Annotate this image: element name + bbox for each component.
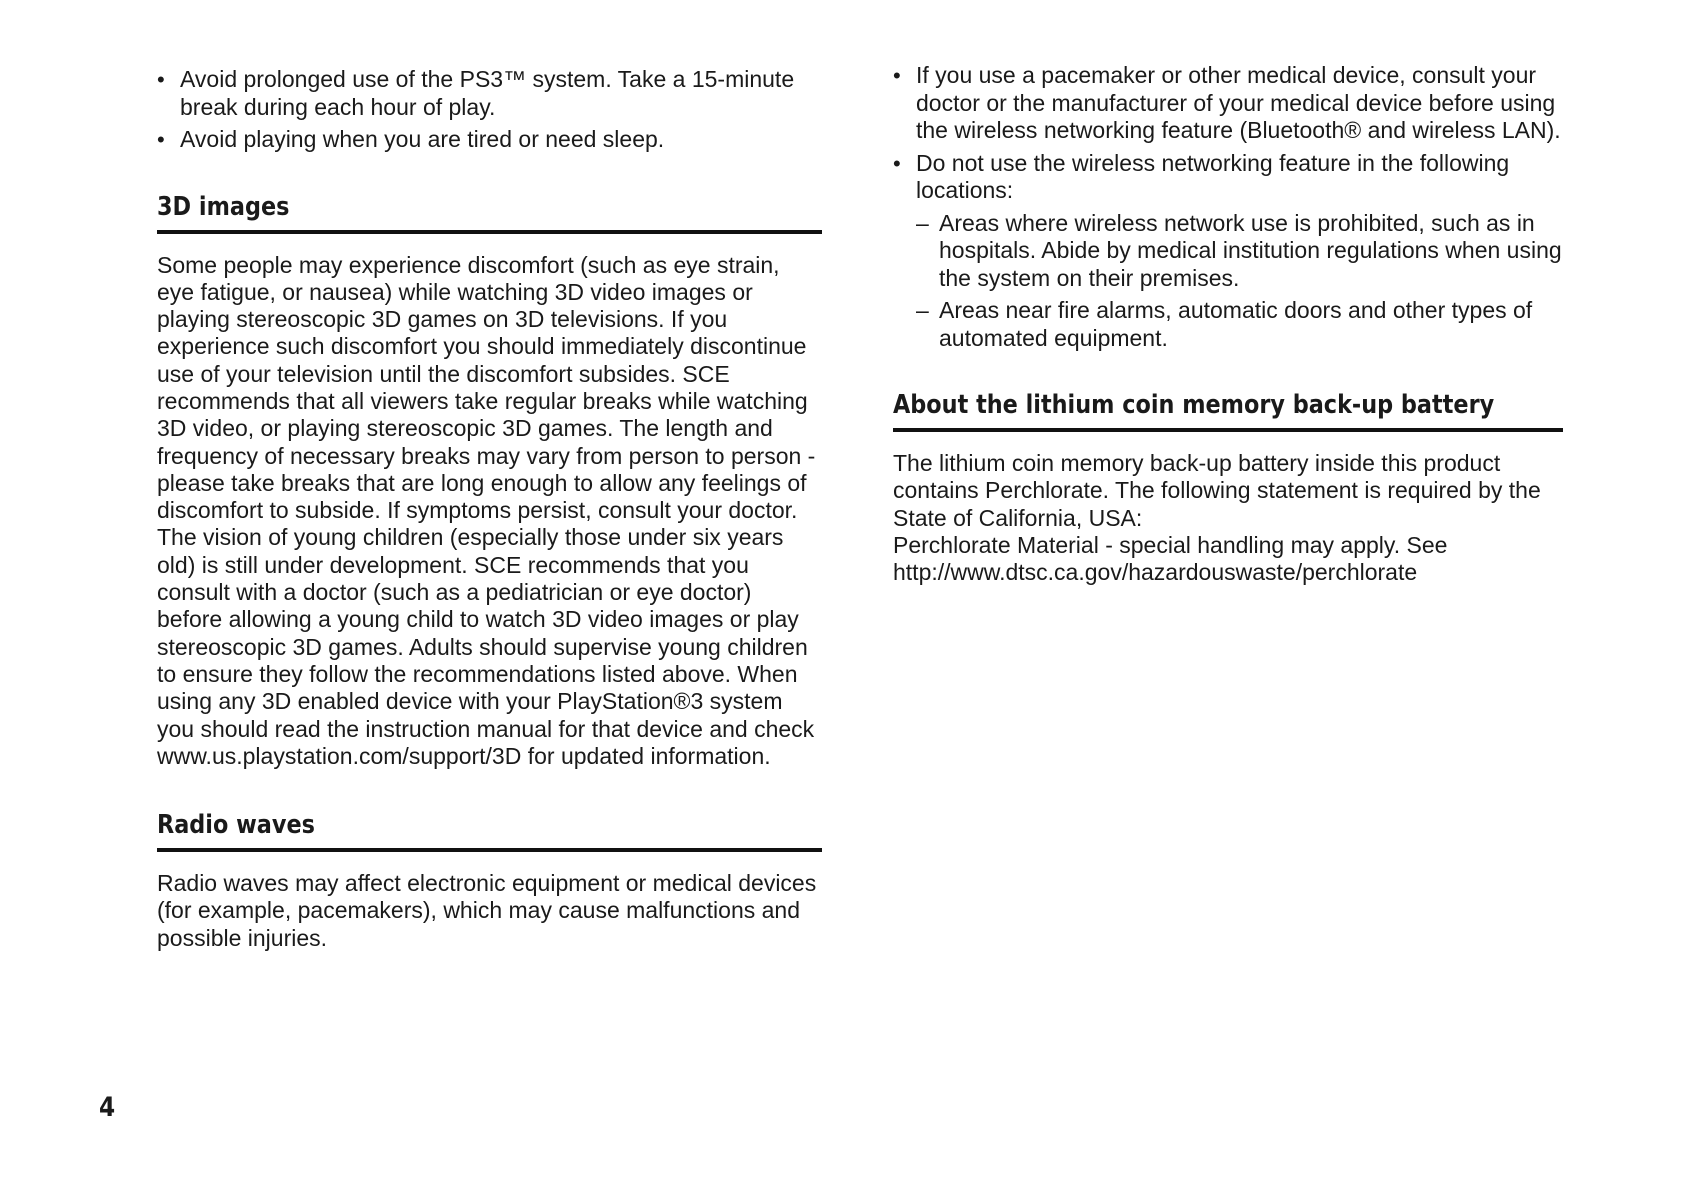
paragraph: The vision of young children (especially those under six years old) is still under development. SCE recommends that you consult with a doctor (such as a pediatrician or eye doctor) before allowing a young child to watch 3D video images or play stereoscopic 3D games. Adults should supervise young children to ensure they follow the recommendations listed above. When using any 3D enabled device with your PlayStation®3 system you should read the instruction manual for that device and check www.us.playstation.com/support/3D for updated information.	[157, 524, 815, 769]
list-item-text: Do not use the wireless networking feature in the following locations:	[916, 149, 1510, 203]
paragraph: Radio waves may affect electronic equipment or medical devices (for example, pacemakers), which may cause malfunctions and possible injuries.	[157, 870, 817, 951]
section-radio-waves	[157, 810, 822, 952]
paragraph: Some people may experience discomfort (such as eye strain, eye fatigue, or nausea) while watching 3D video images or playing stereoscopic 3D games on 3D televisions. If you experience such discomfort you should immediately discontinue use of your television until the discomfort subsides. SCE recommends that all viewers take regular breaks while watching 3D video, or playing stereoscopic 3D games. The length and frequency of necessary breaks may vary from person to person - please take breaks that are long enough to allow any feelings of discomfort to subside. If symptoms persist, consult your doctor.	[157, 251, 816, 524]
right-column	[893, 62, 1563, 586]
section-3d-images	[157, 192, 822, 771]
wireless-bullet-list	[893, 62, 1563, 352]
paragraph: The lithium coin memory back-up battery inside this product contains Perchlorate. The following statement is required by the State of California, USA:	[893, 450, 1541, 531]
left-column	[157, 66, 822, 952]
sub-list-item: – Areas near fire alarms, automatic doors and other types of automated equipment.	[916, 297, 1563, 352]
list-item	[893, 150, 1563, 353]
intro-bullet-list	[157, 66, 822, 154]
list-item: • Avoid prolonged use of the PS3™ system. Take a 15-minute break during each hour of play.	[157, 66, 822, 121]
list-item: • Avoid playing when you are tired or need sleep.	[157, 126, 822, 154]
sub-list-item: – Areas where wireless network use is prohibited, such as in hospitals. Abide by medical institution regulations when using the system on their premises.	[916, 210, 1563, 293]
list-item: • If you use a pacemaker or other medical device, consult your doctor or the manufacturer of your medical device before using the wireless networking feature (Bluetooth® and wireless LAN).	[893, 62, 1563, 145]
paragraph: Perchlorate Material - special handling may apply. See http://www.dtsc.ca.gov/hazardouswaste/perchlorate	[893, 531, 1448, 586]
section-divider	[893, 428, 1563, 432]
section-heading-radio-waves: Radio waves	[157, 810, 315, 841]
section-divider	[157, 230, 822, 234]
section-battery	[893, 390, 1563, 586]
section-heading-battery: About the lithium coin memory back-up battery	[893, 390, 1495, 420]
section-heading-3d-images: 3D images	[157, 191, 290, 222]
location-sub-list	[916, 210, 1563, 353]
section-divider	[157, 848, 822, 852]
page-number: 4	[99, 1092, 116, 1123]
